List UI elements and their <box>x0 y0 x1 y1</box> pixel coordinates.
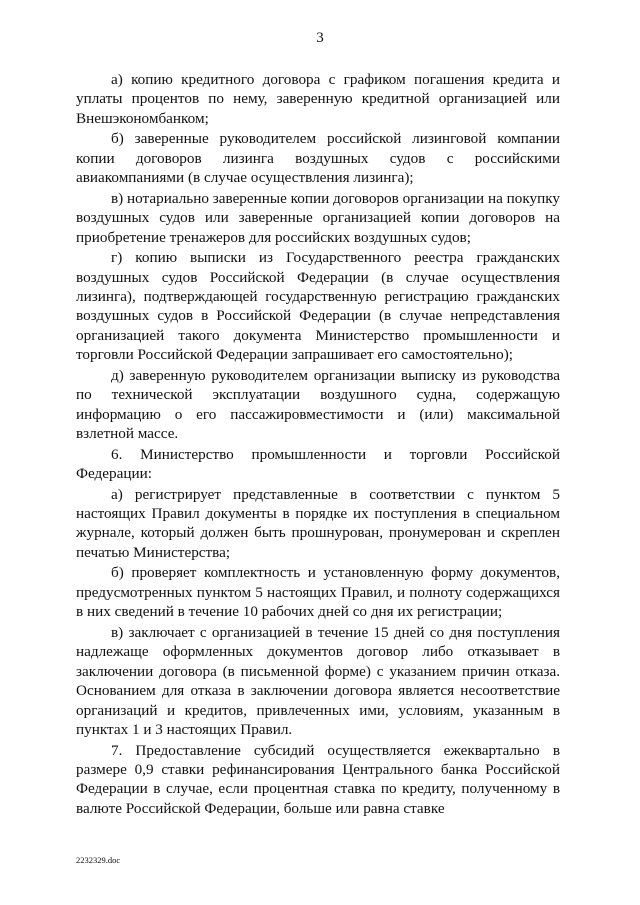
paragraph-5a: а) копию кредитного договора с графиком погашения кредита и уплаты процентов по нему, заверенную кредитной организацией или Внешэкономбанком; <box>76 71 560 127</box>
page-number: 3 <box>316 30 324 46</box>
file-name-footer: 2232329.doc <box>76 855 121 865</box>
paragraph-5g: г) копию выписки из Государственного реестра гражданских воздушных судов Российской Федерации (в случае осуществления лизинга), подтверждающей государственную регистрацию гражданских воздушных судов в Российской Федерации (в случае непредставления организацией такого документа Министерство промышленности и торговли Российской Федерации запрашивает его самостоятельно); <box>76 249 560 364</box>
paragraph-6b: б) проверяет комплектность и установленную форму документов, предусмотренных пунктом 5 настоящих Правил, и полноту содержащихся в них сведений в течение 10 рабочих дней со дня их регистрации; <box>76 564 560 621</box>
document-body <box>76 70 560 819</box>
paragraph-5v: в) нотариально заверенные копии договоров организации на покупку воздушных судов или заверенные организацией копии договоров на приобретение тренажеров для российских воздушных судов; <box>76 189 560 246</box>
paragraph-5b: б) заверенные руководителем российской лизинговой компании копии договоров лизинга воздушных судов с российскими авиакомпаниями (в случае осуществления лизинга); <box>76 130 560 187</box>
paragraph-7: 7. Предоставление субсидий осуществляется ежеквартально в размере 0,9 ставки рефинансирования Центрального банка Российской Федерации в случае, если процентная ставка по кредиту, полученному в валюте Российской Федерации, больше или равна ставке <box>76 741 560 817</box>
paragraph-6v: в) заключает с организацией в течение 15 дней со дня поступления надлежаще оформленных документов договор либо отказывает в заключении договора (в письменной форме) с указанием причин отказа. Основанием для отказа в заключении договора является несоответствие организаций и кредитов, привлеченных ими, условиям, указанным в пунктах 1 и 3 настоящих Правил. <box>76 623 560 738</box>
paragraph-6a: а) регистрирует представленные в соответствии с пунктом 5 настоящих Правил документы в порядке их поступления в специальном журнале, который должен быть прошнурован, пронумерован и скреплен печатью Министерства; <box>76 485 560 561</box>
paragraph-6: 6. Министерство промышленности и торговли Российской Федерации: <box>76 445 560 483</box>
paragraph-5d: д) заверенную руководителем организации выписку из руководства по технической эксплуатации воздушного судна, содержащую информацию о его пассажировместимости и (или) максимальной взлетной массе. <box>76 366 560 443</box>
